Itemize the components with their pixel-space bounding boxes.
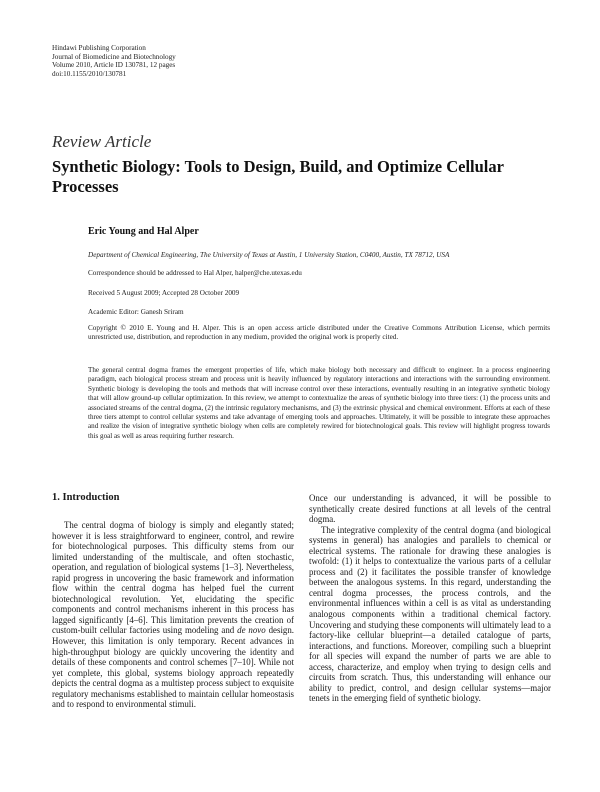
intro-text-a: The central dogma of biology is simply and elegantly stated; however it is less straightforward to engineer, control, and rewire for biotechnological purposes. This difficulty stems from our limited understanding of the multiscale, and often stochastic, operation, and regulation of biological systems [1–3]. Nevertheless, rapid progress in uncovering the basic framework and information flow within the central dogma has helped fuel the current biotechnological revolution. Yet, elucidating the specific components and control mechanisms inherent in this process has lagged significantly [4–6]. This limitation prevents the creation of custom-built cellular factories using modeling and [52,520,294,636]
publisher-line: Hindawi Publishing Corporation [52,44,146,52]
intro-text-b: design. However, this limitation is only temporary. Recent advances in high-throughput biology are quickly uncovering the identity and details of these components and control schemes [7–10]. While not yet complete, this global, systems biology approach repeatedly depicts the central dogma as a multistep process subject to exquisite regulatory mechanisms established to maintain cellular homeostasis and to respond to environmental stimuli. [52,625,294,710]
authors: Eric Young and Hal Alper [88,226,199,237]
abstract: The general central dogma frames the emergent properties of life, which make biology both necessary and difficult to engineer. In a process engineering paradigm, each biological process stream and process unit is heavily influenced by regulatory interactions and interactions with the surrounding environment. Synthetic biology is developing the tools and methods that will increase control over these interactions, eventually resulting in an integrative synthetic biology that will allow ground-up cellular optimization. In this review, we attempt to contextualize the areas of synthetic biology into three tiers: (1) the process units and associated streams of the central dogma, (2) the intrinsic regulatory mechanisms, and (3) the extrinsic physical and chemical environment. Efforts at each of these three tiers attempt to control cellular systems and take advantage of emerging tools and approaches. Ultimately, it will be possible to integrate these approaches and realize the vision of integrative synthetic biology when cells are completely rewired for biotechnological goals. This review will highlight progress towards this goal as well as areas requiring further research. [88,366,550,440]
section-heading-introduction: 1. Introduction [52,492,120,503]
intro-italic-term: de novo [237,625,266,636]
affiliation: Department of Chemical Engineering, The University of Texas at Austin, 1 University Station, C0400, Austin, TX 78712, USA [88,251,450,259]
received-accepted-dates: Received 5 August 2009; Accepted 28 October 2009 [88,289,240,297]
paper-title: Synthetic Biology: Tools to Design, Build, and Optimize Cellular Processes [52,157,504,196]
journal-line: Journal of Biomedicine and Biotechnology [52,52,176,61]
journal-header [52,44,176,78]
intro-paragraph-2: The integrative complexity of the central dogma (and biological systems in general) has analogies and parallels to chemical or electrical systems. The rationale for drawing these analogies is twofold: (1) it helps to contextualize the various parts of a cellular process and (2) it facilitates the possible transfer of knowledge between the analogous systems. In this regard, understanding the central dogma processes, the process controls, and the environmental influences within a cell is as vital as understanding analogous components within a traditional chemical factory. Uncovering and studying these components will ultimately lead to a factory-like cellular blueprint—a detailed catalogue of parts, interactions, and functions. Moreover, compiling such a blueprint for all species will expand the number of parts we are able to access, characterize, and employ when trying to design cells and circuits from scratch. Thus, this understanding will enhance our ability to predict, control, and design cellular systems—major tenets in the emerging field of synthetic biology. [309,524,551,704]
intro-paragraph-1 [52,520,294,710]
doi-line: doi:10.1155/2010/130781 [52,69,127,78]
correspondence: Correspondence should be addressed to Hal Alper, halper@che.utexas.edu [88,269,302,277]
article-type: Review Article [52,132,152,151]
right-column [309,493,551,704]
volume-line: Volume 2010, Article ID 130781, 12 pages [52,61,176,70]
left-column [52,492,294,710]
copyright-notice: Copyright © 2010 E. Young and H. Alper. This is an open access article distributed under the Creative Commons Attribution License, which permits unrestricted use, distribution, and reproduction in any medium, provided the original work is properly cited. [88,324,550,342]
academic-editor: Academic Editor: Ganesh Sriram [88,308,184,316]
intro-paragraph-continued: Once our understanding is advanced, it will be possible to synthetically create desired functions at all levels of the central dogma. [309,493,551,525]
